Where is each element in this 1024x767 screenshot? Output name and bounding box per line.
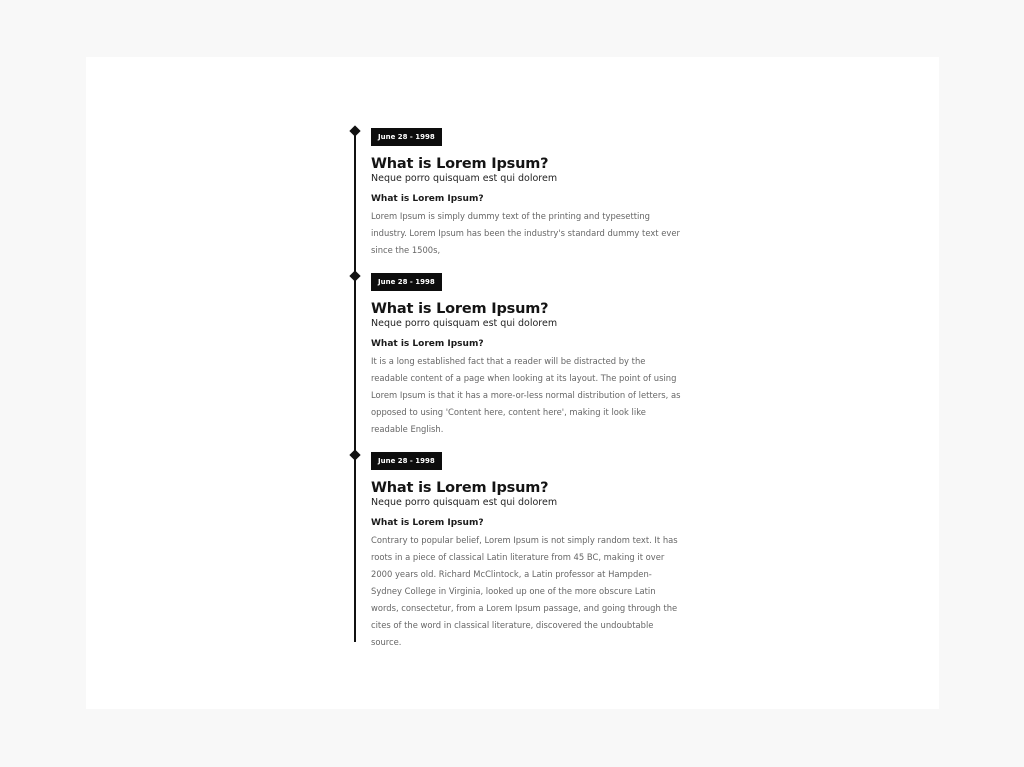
entry-title: What is Lorem Ipsum? (371, 480, 549, 496)
entry-body: Lorem Ipsum is simply dummy text of the printing and typesetting industry. Lorem Ipsum has been the industry's standard dummy text ever since the 1500s, (371, 211, 680, 255)
entry-title: What is Lorem Ipsum? (371, 156, 549, 172)
date-badge: June 28 - 1998 (371, 452, 442, 470)
entry-heading: What is Lorem Ipsum? (371, 194, 484, 204)
entry-body: Contrary to popular belief, Lorem Ipsum is not simply random text. It has roots in a piece of classical Latin literature from 45 BC, making it over 2000 years old. Richard McClintock, a Latin professor at Hampden-Sydney College in Virginia, looked up one of the more obscure Latin words, consectetur, from a Lorem Ipsum passage, and going through the cites of the word in classical literature, discovered the undoubtable source. (371, 535, 678, 647)
entry-subtitle: Neque porro quisquam est qui dolorem (371, 497, 558, 508)
timeline-marker-icon (349, 270, 360, 281)
entry-subtitle: Neque porro quisquam est qui dolorem (371, 318, 558, 329)
timeline-entry (354, 448, 681, 651)
date-badge: June 28 - 1998 (371, 128, 442, 146)
entry-subtitle: Neque porro quisquam est qui dolorem (371, 173, 558, 184)
date-badge: June 28 - 1998 (371, 273, 442, 291)
content-card (86, 57, 939, 709)
entry-heading: What is Lorem Ipsum? (371, 339, 484, 349)
entry-title: What is Lorem Ipsum? (371, 301, 549, 317)
timeline-entry (354, 124, 681, 259)
timeline-entry (354, 269, 681, 438)
timeline-marker-icon (349, 125, 360, 136)
timeline-marker-icon (349, 449, 360, 460)
entry-body: It is a long established fact that a reader will be distracted by the readable content of a page when looking at its layout. The point of using Lorem Ipsum is that it has a more-or-less normal distribution of letters, as opposed to using 'Content here, content here', making it look like readable English. (371, 356, 681, 434)
entry-heading: What is Lorem Ipsum? (371, 518, 484, 528)
